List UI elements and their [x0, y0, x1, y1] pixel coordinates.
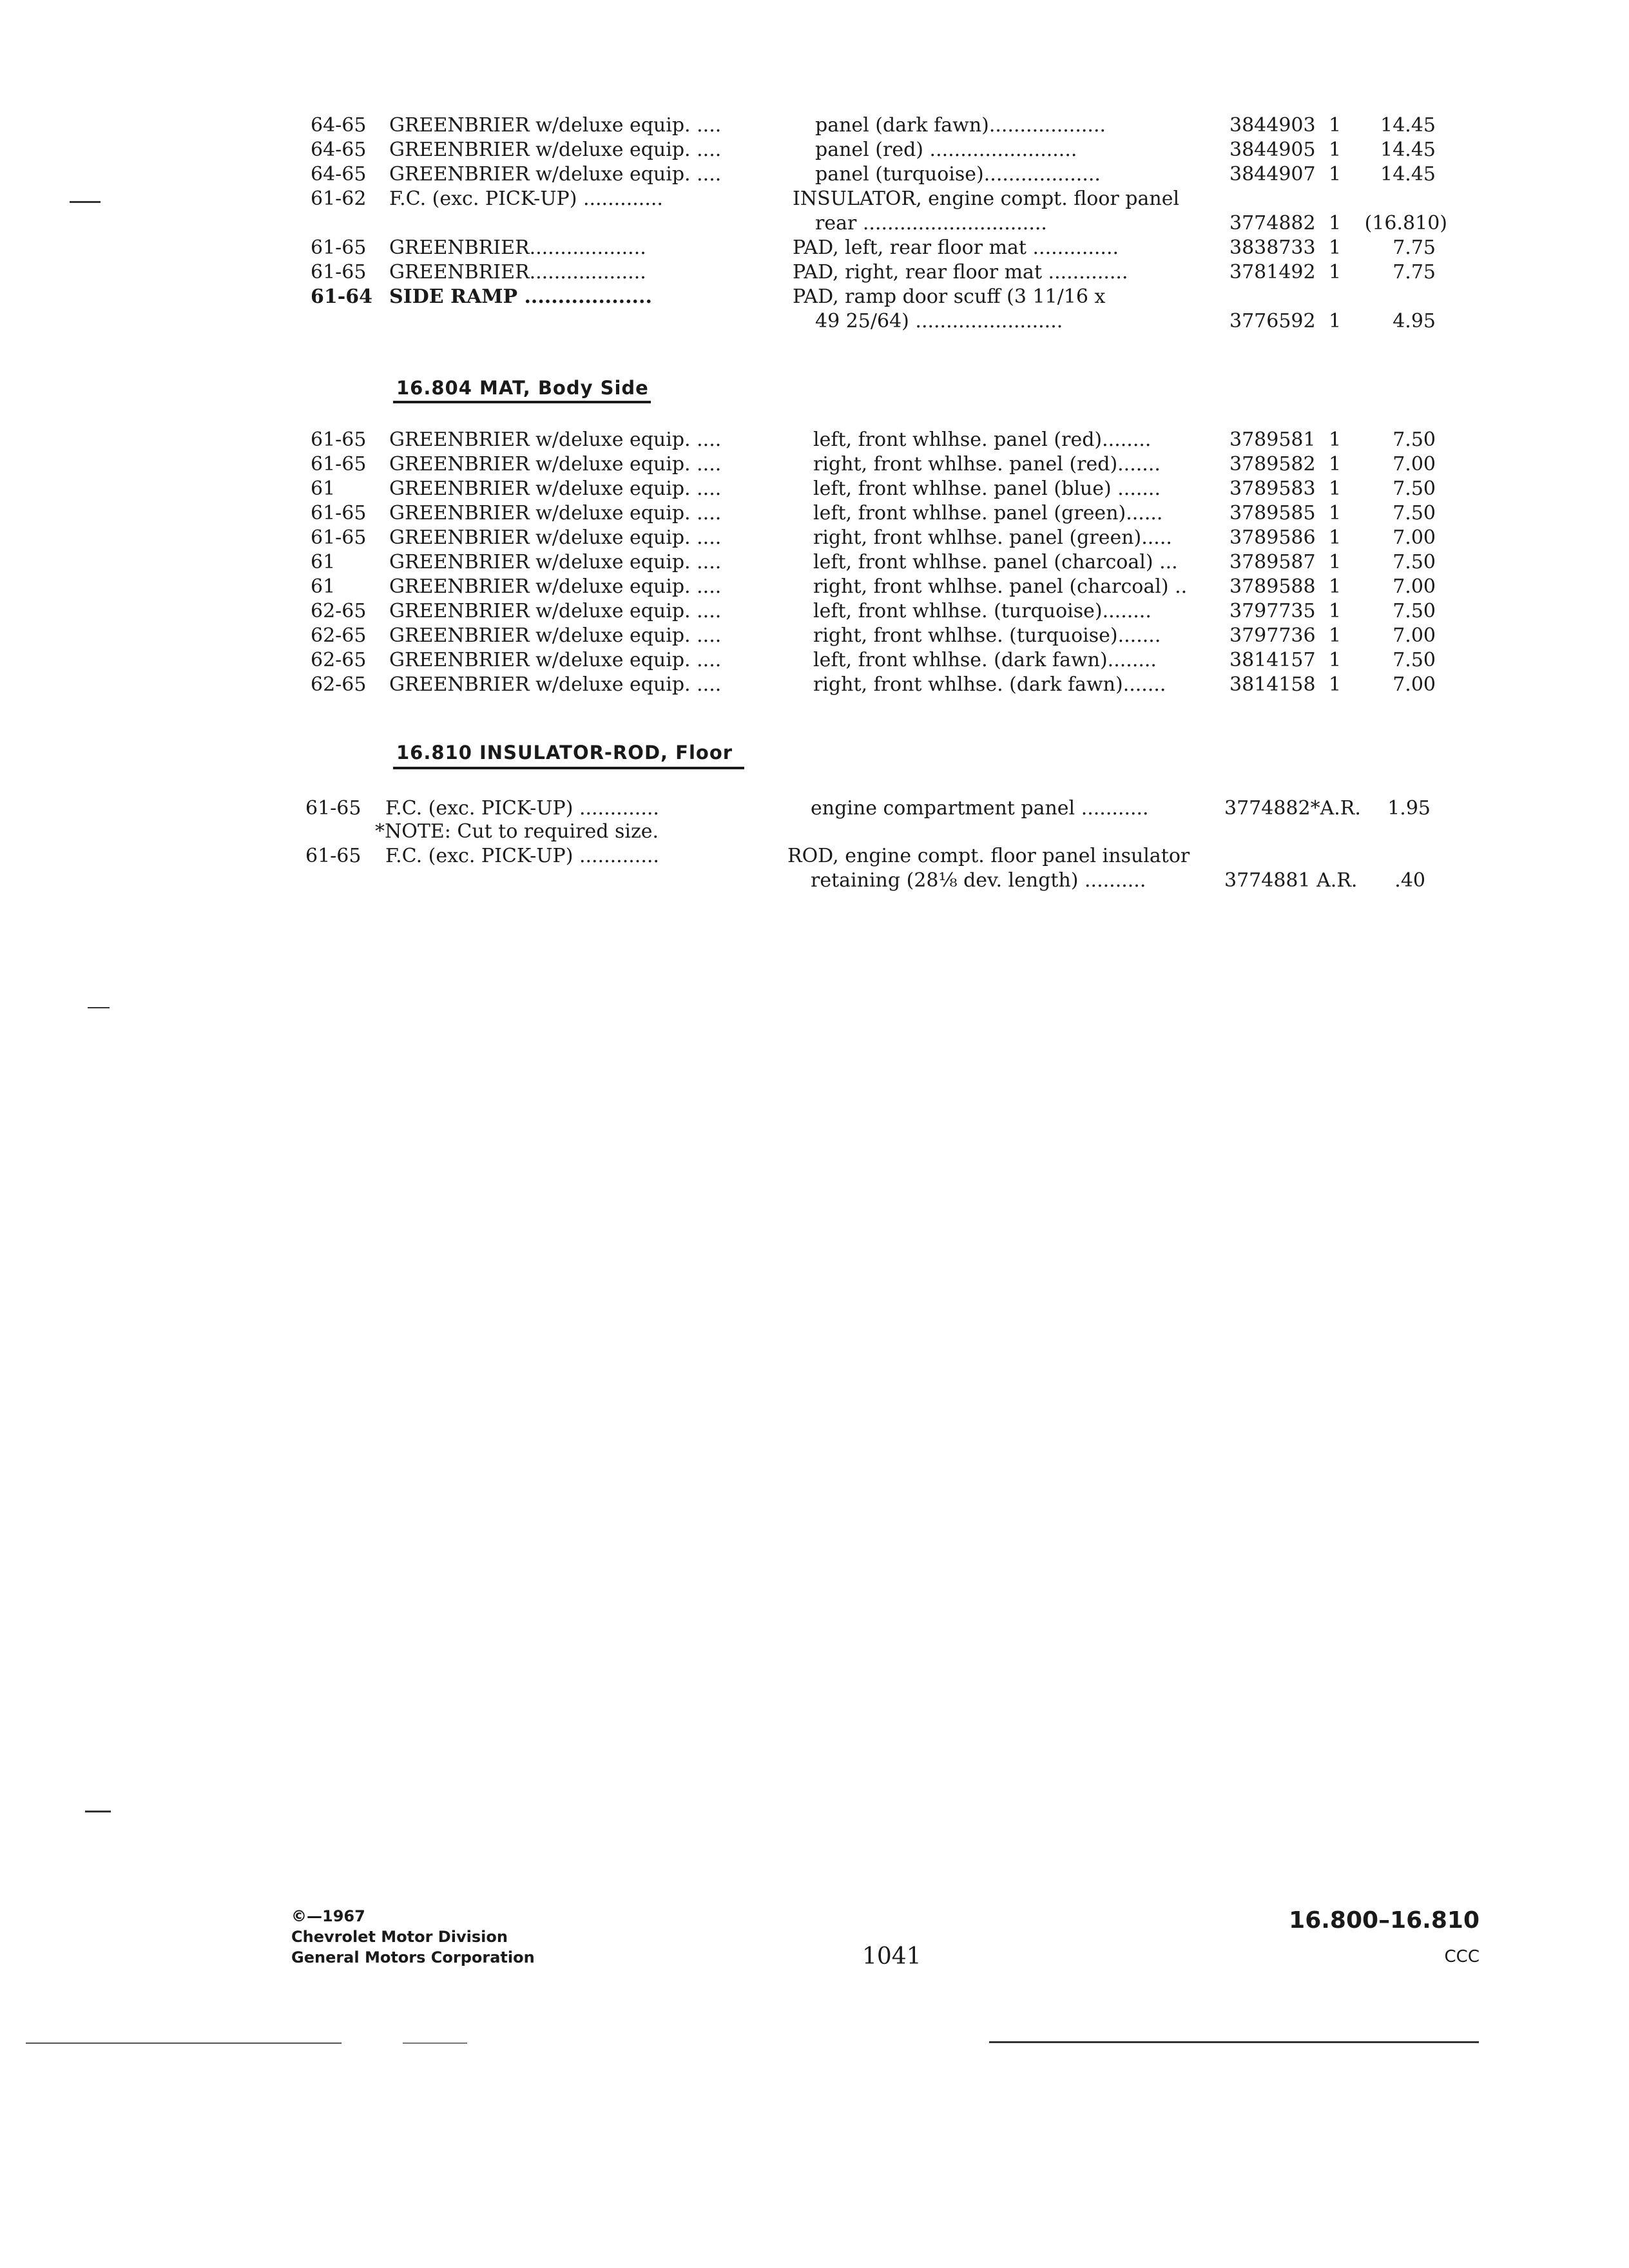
table-row [0, 260, 1629, 285]
price: 7.00 [1393, 575, 1436, 598]
year-range: 61-65 [311, 453, 367, 476]
description: panel (dark fawn)................... [815, 114, 1106, 137]
model: GREENBRIER w/deluxe equip. .... [389, 139, 722, 161]
price: 7.75 [1393, 236, 1436, 259]
table-row [0, 477, 1629, 501]
table-row [0, 236, 1629, 260]
page-number: 1041 [862, 1943, 921, 1970]
model: F.C. (exc. PICK-UP) ............. [389, 187, 663, 210]
model: GREENBRIER w/deluxe equip. .... [389, 624, 722, 647]
model: GREENBRIER w/deluxe equip. .... [389, 575, 722, 598]
description: panel (red) ........................ [815, 139, 1077, 161]
price: 7.00 [1393, 453, 1436, 476]
part-number: 3789581 [1229, 428, 1316, 451]
price: 7.00 [1393, 624, 1436, 647]
corporation-name: General Motors Corporation [291, 1948, 535, 1966]
price: 7.50 [1393, 428, 1436, 451]
margin-mark [88, 1007, 110, 1008]
year-range: 61-65 [311, 261, 367, 284]
part-number: 3774881 A.R. [1224, 869, 1358, 892]
table-row [0, 452, 1629, 477]
bottom-rule [403, 2042, 467, 2044]
price: 7.50 [1393, 649, 1436, 671]
section-underline [393, 401, 651, 403]
price: 1.95 [1387, 797, 1431, 820]
table-row [0, 211, 1629, 236]
part-number: 3838733 [1229, 236, 1316, 259]
year-range: 64-65 [311, 163, 367, 186]
year-range: 61-65 [305, 845, 361, 867]
part-number: 3781492 [1229, 261, 1316, 284]
description: rear .............................. [815, 212, 1047, 235]
price: .40 [1394, 869, 1425, 892]
model: GREENBRIER w/deluxe equip. .... [389, 673, 722, 696]
part-number: 3814157 [1229, 649, 1316, 671]
quantity: 1 [1329, 526, 1342, 549]
section-heading: 16.810 INSULATOR-ROD, Floor [396, 742, 733, 764]
description: left, front whlhse. (turquoise)........ [813, 600, 1152, 622]
table-row [0, 648, 1629, 673]
year-range: 61-64 [311, 285, 372, 308]
copyright: ©—1967 [291, 1907, 365, 1925]
year-range: 62-65 [311, 624, 367, 647]
year-range: 61-65 [311, 236, 367, 259]
quantity: 1 [1329, 477, 1342, 500]
year-range: 64-65 [311, 114, 367, 137]
quantity: 1 [1329, 502, 1342, 524]
model: GREENBRIER w/deluxe equip. .... [389, 477, 722, 500]
model: GREENBRIER w/deluxe equip. .... [389, 114, 722, 137]
price: 14.45 [1380, 163, 1436, 186]
price: 7.75 [1393, 261, 1436, 284]
year-range: 61 [311, 477, 336, 500]
publisher-block [291, 1906, 535, 1968]
model: F.C. (exc. PICK-UP) ............. [385, 797, 659, 820]
note: *NOTE: Cut to required size. [375, 820, 659, 843]
year-range: 61-65 [311, 428, 367, 451]
description: PAD, right, rear floor mat ............. [793, 261, 1128, 284]
quantity: 1 [1329, 453, 1342, 476]
part-number: 3844907 [1229, 163, 1316, 186]
part-number: 3789585 [1229, 502, 1316, 524]
price: 14.45 [1380, 139, 1436, 161]
description: retaining (28⅛ dev. length) .......... [811, 869, 1146, 892]
description: left, front whlhse. panel (blue) ....... [813, 477, 1161, 500]
table-row [0, 428, 1629, 452]
description: left, front whlhse. (dark fawn)........ [813, 649, 1157, 671]
quantity: 1 [1329, 600, 1342, 622]
model: GREENBRIER w/deluxe equip. .... [389, 551, 722, 573]
model: GREENBRIER w/deluxe equip. .... [389, 526, 722, 549]
catalog-code: CCC [1444, 1947, 1480, 1966]
price: 7.50 [1393, 600, 1436, 622]
table-row [0, 796, 1629, 821]
part-number: 3844903 [1229, 114, 1316, 137]
model: GREENBRIER w/deluxe equip. .... [389, 453, 722, 476]
description: 49 25/64) ........................ [815, 310, 1063, 332]
model: GREENBRIER w/deluxe equip. .... [389, 428, 722, 451]
table-row [0, 820, 1629, 844]
year-range: 62-65 [311, 673, 367, 696]
quantity: 1 [1329, 624, 1342, 647]
price: (16.810) [1364, 212, 1447, 235]
model: GREENBRIER w/deluxe equip. .... [389, 163, 722, 186]
model: GREENBRIER w/deluxe equip. .... [389, 649, 722, 671]
description: panel (turquoise)................... [815, 163, 1101, 186]
table-row [0, 501, 1629, 526]
price: 7.00 [1393, 526, 1436, 549]
part-number: 3814158 [1229, 673, 1316, 696]
year-range: 64-65 [311, 139, 367, 161]
year-range: 61-65 [311, 526, 367, 549]
table-row [0, 138, 1629, 162]
quantity: 1 [1329, 551, 1342, 573]
description: INSULATOR, engine compt. floor panel [793, 187, 1180, 210]
price: 7.50 [1393, 477, 1436, 500]
model: GREENBRIER w/deluxe equip. .... [389, 600, 722, 622]
table-row [0, 575, 1629, 599]
division-name: Chevrolet Motor Division [291, 1928, 508, 1946]
description: left, front whlhse. panel (red)........ [813, 428, 1152, 451]
table-row [0, 673, 1629, 697]
margin-mark [85, 1811, 111, 1812]
part-number: 3797736 [1229, 624, 1316, 647]
description: left, front whlhse. panel (green)...... [813, 502, 1163, 524]
part-number: 3789587 [1229, 551, 1316, 573]
year-range: 62-65 [311, 600, 367, 622]
part-number: 3789586 [1229, 526, 1316, 549]
price: 4.95 [1393, 310, 1436, 332]
description: right, front whlhse. panel (charcoal) .. [813, 575, 1188, 598]
table-row [0, 869, 1629, 893]
table-row [0, 526, 1629, 550]
part-number: 3789583 [1229, 477, 1316, 500]
table-row [0, 285, 1629, 309]
quantity: 1 [1329, 428, 1342, 451]
description: right, front whlhse. (dark fawn)....... [813, 673, 1166, 696]
price: 14.45 [1380, 114, 1436, 137]
table-row [0, 162, 1629, 187]
part-number: 3797735 [1229, 600, 1316, 622]
table-row [0, 187, 1629, 211]
description: right, front whlhse. (turquoise)....... [813, 624, 1161, 647]
section-underline [393, 767, 744, 769]
section-heading: 16.804 MAT, Body Side [396, 377, 649, 399]
quantity: 1 [1329, 261, 1342, 284]
description: PAD, ramp door scuff (3 11/16 x [793, 285, 1106, 308]
quantity: 1 [1329, 163, 1342, 186]
bottom-rule [26, 2042, 342, 2044]
model: GREENBRIER................... [389, 261, 646, 284]
year-range: 61 [311, 551, 336, 573]
part-number: 3774882*A.R. [1224, 797, 1361, 820]
part-number: 3776592 [1229, 310, 1316, 332]
price: 7.50 [1393, 551, 1436, 573]
table-row [0, 844, 1629, 869]
part-number: 3789588 [1229, 575, 1316, 598]
description: right, front whlhse. panel (red)....... [813, 453, 1161, 476]
quantity: 1 [1329, 139, 1342, 161]
part-number: 3789582 [1229, 453, 1316, 476]
section-range: 16.800–16.810 [1289, 1907, 1480, 1934]
table-row [0, 599, 1629, 624]
description: engine compartment panel ........... [811, 797, 1149, 820]
quantity: 1 [1329, 649, 1342, 671]
bottom-rule [989, 2041, 1479, 2043]
price: 7.00 [1393, 673, 1436, 696]
part-number: 3844905 [1229, 139, 1316, 161]
table-row [0, 113, 1629, 138]
part-number: 3774882 [1229, 212, 1316, 235]
year-range: 62-65 [311, 649, 367, 671]
year-range: 61 [311, 575, 336, 598]
margin-mark [70, 201, 101, 203]
quantity: 1 [1329, 114, 1342, 137]
quantity: 1 [1329, 575, 1342, 598]
table-row [0, 309, 1629, 334]
model: GREENBRIER w/deluxe equip. .... [389, 502, 722, 524]
quantity: 1 [1329, 236, 1342, 259]
year-range: 61-65 [311, 502, 367, 524]
year-range: 61-65 [305, 797, 361, 820]
quantity: 1 [1329, 212, 1342, 235]
table-row [0, 550, 1629, 575]
quantity: 1 [1329, 673, 1342, 696]
description: ROD, engine compt. floor panel insulator [787, 845, 1190, 867]
model: F.C. (exc. PICK-UP) ............. [385, 845, 659, 867]
price: 7.50 [1393, 502, 1436, 524]
description: right, front whlhse. panel (green)..... [813, 526, 1172, 549]
description: left, front whlhse. panel (charcoal) ... [813, 551, 1178, 573]
model: GREENBRIER................... [389, 236, 646, 259]
model: SIDE RAMP ................... [389, 285, 652, 308]
quantity: 1 [1329, 310, 1342, 332]
description: PAD, left, rear floor mat .............. [793, 236, 1119, 259]
table-row [0, 624, 1629, 648]
year-range: 61-62 [311, 187, 367, 210]
